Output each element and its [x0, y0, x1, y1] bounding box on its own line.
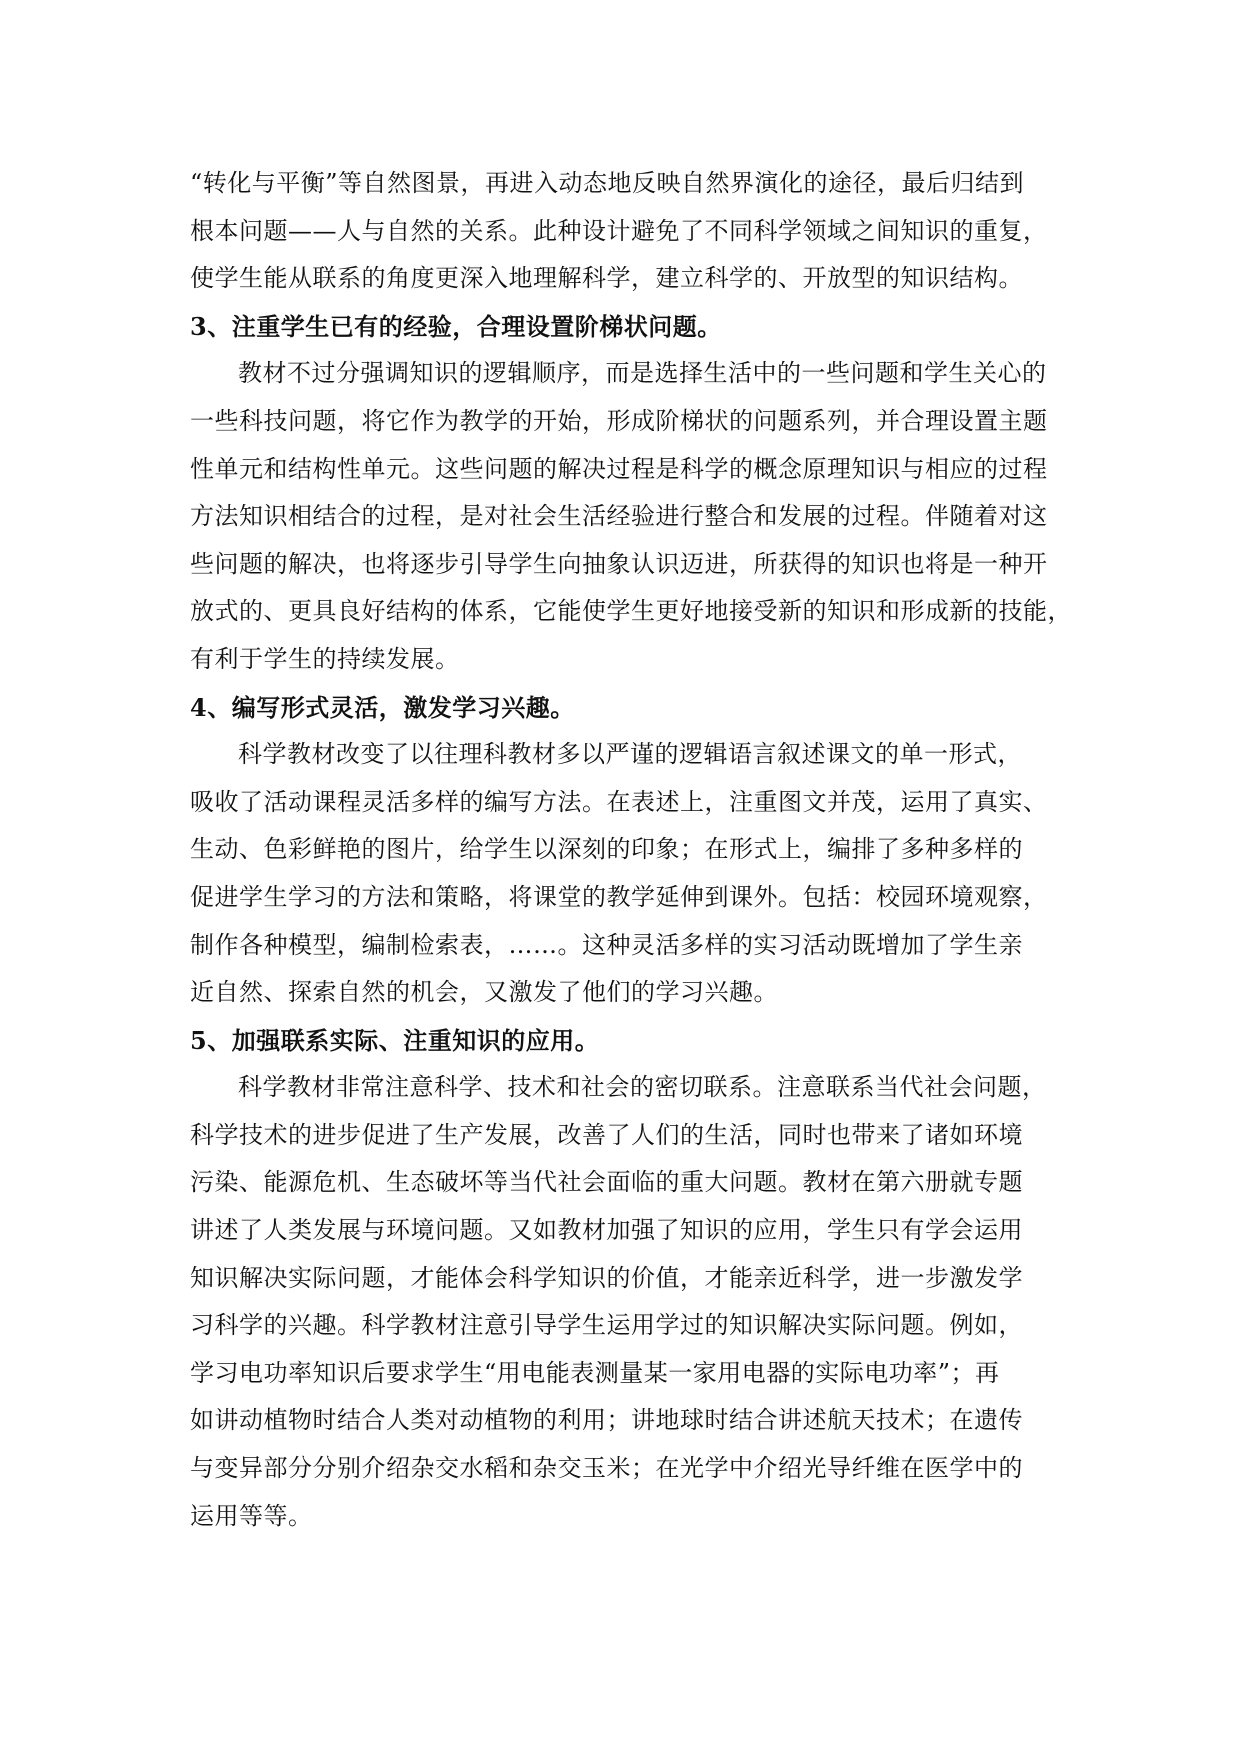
- body-line: 污染、能源危机、生态破坏等当代社会面临的重大问题。教材在第六册就专题: [190, 1168, 1023, 1197]
- body-line: 放式的、更具良好结构的体系，它能使学生更好地接受新的知识和形成新的技能，: [190, 597, 1072, 626]
- body-line: 促进学生学习的方法和策略，将课堂的教学延伸到课外。包括：校园环境观察，: [190, 882, 1048, 911]
- section-heading: 3、注重学生已有的经验，合理设置阶梯状问题。: [190, 311, 722, 341]
- body-line: 科学技术的进步促进了生产发展，改善了人们的生活，同时也带来了诸如环境: [190, 1120, 1023, 1149]
- body-line: 学习电功率知识后要求学生“用电能表测量某一家用电器的实际电功率”；再: [190, 1358, 1000, 1387]
- body-line: 习科学的兴趣。科学教材注意引导学生运用学过的知识解决实际问题。例如，: [190, 1311, 1023, 1340]
- body-line: 与变异部分分别介绍杂交水稻和杂交玉米；在光学中介绍光导纤维在医学中的: [190, 1454, 1023, 1483]
- body-line: 科学教材改变了以往理科教材多以严谨的逻辑语言叙述课文的单一形式，: [238, 740, 1022, 769]
- section-heading: 5、加强联系实际、注重知识的应用。: [190, 1025, 600, 1055]
- body-line: 教材不过分强调知识的逻辑顺序，而是选择生活中的一些问题和学生关心的: [238, 359, 1047, 388]
- body-line: 根本问题——人与自然的关系。此种设计避免了不同科学领域之间知识的重复，: [190, 216, 1048, 245]
- body-line: “转化与平衡”等自然图景，再进入动态地反映自然界演化的途径，最后归结到: [190, 169, 1025, 197]
- section-heading: 4、编写形式灵活，激发学习兴趣。: [190, 692, 575, 722]
- body-line: 讲述了人类发展与环境问题。又如教材加强了知识的应用，学生只有学会运用: [190, 1216, 1023, 1245]
- body-line: 一些科技问题，将它作为教学的开始，形成阶梯状的问题系列，并合理设置主题: [190, 406, 1048, 435]
- body-line: 生动、色彩鲜艳的图片，给学生以深刻的印象；在形式上，编排了多种多样的: [190, 835, 1023, 864]
- body-line: 制作各种模型，编制检索表，……。这种灵活多样的实习活动既增加了学生亲: [190, 930, 1023, 959]
- body-line: 性单元和结构性单元。这些问题的解决过程是科学的概念原理知识与相应的过程: [190, 454, 1048, 483]
- document-page: [190, 160, 1072, 1660]
- body-line: 吸收了活动课程灵活多样的编写方法。在表述上，注重图文并茂，运用了真实、: [190, 787, 1048, 816]
- body-line: 近自然、探索自然的机会，又激发了他们的学习兴趣。: [190, 978, 778, 1007]
- body-line: 方法知识相结合的过程，是对社会生活经验进行整合和发展的过程。伴随着对这: [190, 502, 1048, 531]
- body-line: 知识解决实际问题，才能体会科学知识的价值，才能亲近科学，进一步激发学: [190, 1263, 1023, 1292]
- body-line: 科学教材非常注意科学、技术和社会的密切联系。注意联系当代社会问题，: [238, 1073, 1047, 1102]
- body-line: 如讲动植物时结合人类对动植物的利用；讲地球时结合讲述航天技术；在遗传: [190, 1406, 1023, 1435]
- body-line: 使学生能从联系的角度更深入地理解科学，建立科学的、开放型的知识结构。: [190, 264, 1023, 293]
- body-line: 有利于学生的持续发展。: [190, 644, 460, 673]
- body-line: 些问题的解决，也将逐步引导学生向抽象认识迈进，所获得的知识也将是一种开: [190, 549, 1048, 578]
- body-line: 运用等等。: [190, 1501, 313, 1530]
